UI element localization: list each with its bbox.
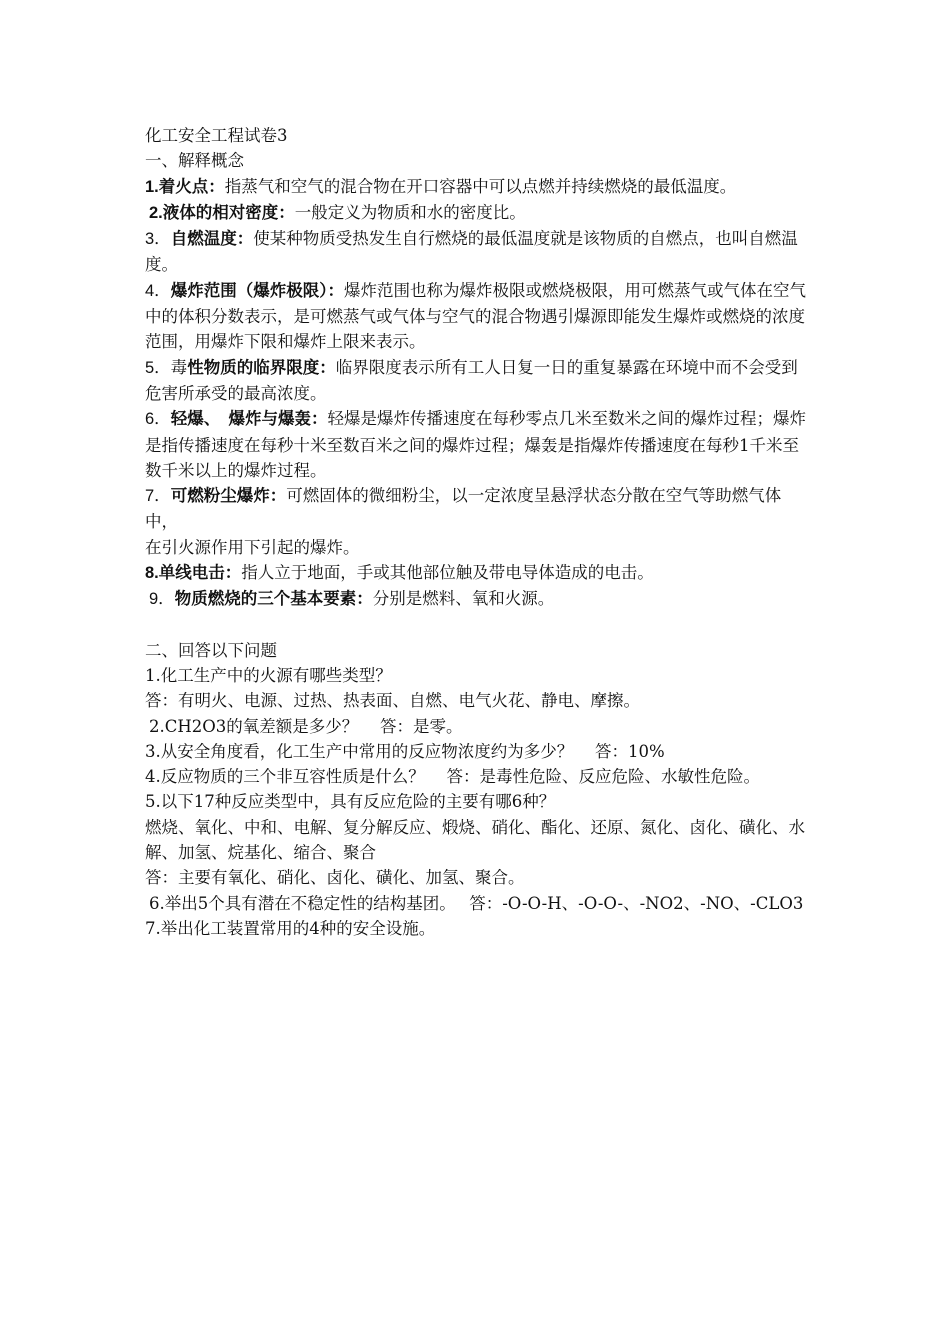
concept-term: 轻爆、 爆炸与爆轰： bbox=[170, 409, 328, 429]
answer-1: 答：有明火、电源、过热、热表面、自燃、电气火花、静电、摩擦。 bbox=[145, 691, 640, 711]
concept-definition: 爆炸范围也称为爆炸极限或燃烧极限，用可燃蒸气或气体在空气中的体积分数表示，是可燃蒸气或气体与空气的混合物遇引爆源即能发生爆炸或燃烧的浓度范围，用爆炸下限和爆炸上限来表示。 bbox=[145, 280, 806, 352]
concept-item-2: 2.液体的相对密度：一般定义为物质和水的密度比。 bbox=[149, 202, 526, 222]
question-4: 4.反应物质的三个非互容性质是什么？ 答：是毒性危险、反应危险、水敏性危险。 bbox=[145, 767, 760, 787]
concept-term: 自燃温度： bbox=[170, 229, 254, 249]
concept-definition: 轻爆是爆炸传播速度在每秒零点几米至数米之间的爆炸过程；爆炸是指传播速度在每秒十米至数百米之间的爆炸过程；爆轰是指爆炸传播速度在每秒1千米至数千米以上的爆炸过程。 bbox=[145, 409, 806, 480]
concept-definition: 一般定义为物质和水的密度比。 bbox=[294, 202, 526, 222]
concept-term: 着火点： bbox=[158, 176, 225, 196]
concept-definition: 可燃固体的微细粉尘，以一定浓度呈悬浮状态分散在空气等助燃气体中， bbox=[145, 486, 782, 532]
document-page bbox=[145, 123, 810, 941]
concept-term: 性物质的临界限度： bbox=[187, 357, 336, 377]
section-spacer bbox=[145, 613, 810, 638]
concept-item-8: 8.单线电击：指人立于地面，手或其他部位触及带电导体造成的电击。 bbox=[145, 563, 654, 583]
concept-term: 爆炸范围（爆炸极限）： bbox=[170, 280, 344, 300]
document-title: 化工安全工程试卷3 bbox=[145, 126, 288, 145]
section2-heading: 二、回答以下问题 bbox=[145, 640, 277, 660]
question-5: 5.以下17种反应类型中，具有反应危险的主要有哪6种？ bbox=[145, 792, 556, 812]
concept-item-6: 6．轻爆、 爆炸与爆轰：轻爆是爆炸传播速度在每秒零点几米至数米之间的爆炸过程；爆炸是指传播速度在每秒十米至数百米之间的爆炸过程；爆轰是指爆炸传播速度在每秒1千米至数千米以上的爆炸过程。 bbox=[145, 409, 806, 480]
reaction-types-list: 燃烧、氧化、中和、电解、复分解反应、煅烧、硝化、酯化、还原、氮化、卤化、磺化、水解、加氢、烷基化、缩合、聚合 bbox=[145, 817, 805, 863]
concept-definition: 指人立于地面，手或其他部位触及带电导体造成的电击。 bbox=[241, 563, 654, 583]
concept-term: 物质燃烧的三个基本要素： bbox=[174, 589, 373, 609]
concept-term: 液体的相对密度： bbox=[162, 202, 295, 222]
concept-item-7: 7．可燃粉尘爆炸：可燃固体的微细粉尘，以一定浓度呈悬浮状态分散在空气等助燃气体中， bbox=[145, 486, 782, 532]
question-3: 3.从安全角度看，化工生产中常用的反应物浓度约为多少？ 答：10% bbox=[145, 741, 665, 761]
concept-item-3: 3．自燃温度：使某种物质受热发生自行燃烧的最低温度就是该物质的自燃点，也叫自燃温度。 bbox=[145, 229, 798, 275]
concept-item-1: 1.着火点：指蒸气和空气的混合物在开口容器中可以点燃并持续燃烧的最低温度。 bbox=[145, 176, 737, 196]
answer-5: 答：主要有氧化、硝化、卤化、磺化、加氢、聚合。 bbox=[145, 868, 525, 888]
concept-definition: 临界限度表示所有工人日复一日的重复暴露在环境中而不会受到危害所承受的最高浓度。 bbox=[145, 357, 798, 403]
question-6: 6.举出5个具有潜在不稳定性的结构基团。 答：-O-O-H、-O-O-、-NO2、-NO、-CLO3 bbox=[149, 893, 804, 913]
question-7: 7.举出化工装置常用的4种的安全设施。 bbox=[145, 918, 436, 938]
concept-definition: 分别是燃料、氧和火源。 bbox=[372, 589, 555, 609]
section1-heading: 一、解释概念 bbox=[145, 151, 244, 171]
concept-item-5: 5．毒性物质的临界限度：临界限度表示所有工人日复一日的重复暴露在环境中而不会受到危害所承受的最高浓度。 bbox=[145, 357, 798, 403]
concept-definition: 指蒸气和空气的混合物在开口容器中可以点燃并持续燃烧的最低温度。 bbox=[224, 176, 737, 196]
concept-term: 单线电击： bbox=[158, 563, 242, 583]
concept-definition: 使某种物质受热发生自行燃烧的最低温度就是该物质的自燃点，也叫自燃温度。 bbox=[145, 229, 798, 275]
concept-item-7-continued: 在引火源作用下引起的爆炸。 bbox=[145, 537, 360, 557]
concept-term: 可燃粉尘爆炸： bbox=[170, 486, 287, 506]
question-2: 2.CH2O3的氧差额是多少？ 答：是零。 bbox=[149, 716, 463, 736]
question-1: 1.化工生产中的火源有哪些类型？ bbox=[145, 665, 392, 685]
concept-item-9: 9．物质燃烧的三个基本要素：分别是燃料、氧和火源。 bbox=[149, 589, 555, 609]
concept-item-4: 4．爆炸范围（爆炸极限）：爆炸范围也称为爆炸极限或燃烧极限，用可燃蒸气或气体在空气中的体积分数表示，是可燃蒸气或气体与空气的混合物遇引爆源即能发生爆炸或燃烧的浓度范围，用爆炸下限和爆炸上限来表示。 bbox=[145, 280, 806, 352]
